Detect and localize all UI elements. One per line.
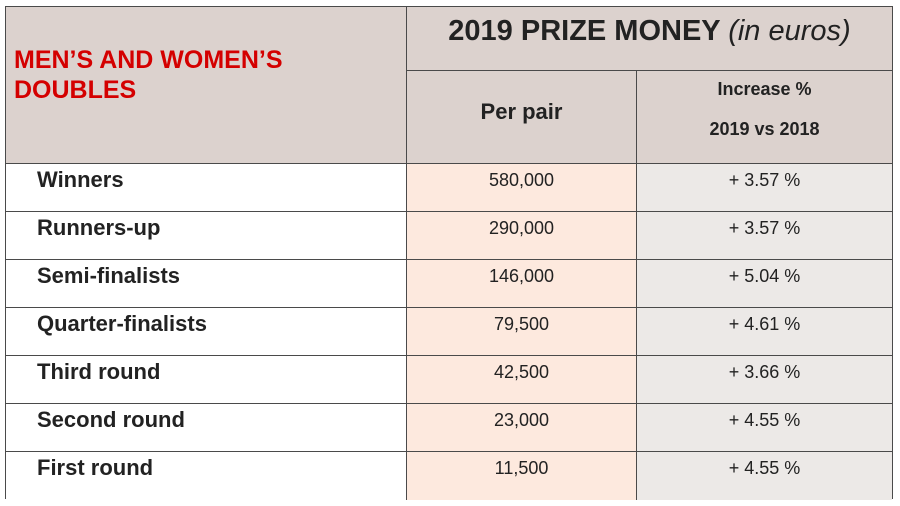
- table-row: [6, 164, 892, 212]
- table-row: [6, 308, 892, 356]
- round-label: Runners-up: [37, 215, 161, 240]
- per-pair-cell: [407, 308, 637, 355]
- column-header-increase-sublabel: 2019 vs 2018: [709, 119, 820, 139]
- category-title: MEN’S AND WOMEN’S DOUBLES: [14, 46, 283, 104]
- per-pair-value: 290,000: [488, 218, 555, 238]
- per-pair-cell: [407, 404, 637, 451]
- increase-value: + 4.55 %: [728, 410, 801, 430]
- table-row: [6, 356, 892, 404]
- round-label: Semi-finalists: [37, 263, 181, 288]
- increase-cell: [637, 260, 892, 307]
- increase-value: + 5.04 %: [728, 266, 801, 286]
- per-pair-cell: [407, 260, 637, 307]
- increase-cell: [637, 212, 892, 259]
- column-header-increase: [637, 71, 892, 164]
- increase-cell: [637, 356, 892, 403]
- table-row: [6, 404, 892, 452]
- per-pair-value: 23,000: [493, 410, 550, 430]
- per-pair-cell: [407, 164, 637, 211]
- per-pair-value: 146,000: [488, 266, 555, 286]
- per-pair-value: 79,500: [493, 314, 550, 334]
- round-cell: [6, 404, 407, 451]
- round-label: Second round: [37, 407, 185, 432]
- per-pair-value: 580,000: [488, 170, 555, 190]
- column-header-per-pair-label: Per pair: [480, 99, 563, 124]
- increase-value: + 3.57 %: [728, 170, 801, 190]
- per-pair-value: 11,500: [494, 458, 549, 478]
- round-cell: [6, 212, 407, 259]
- per-pair-cell: [407, 212, 637, 259]
- per-pair-cell: [407, 356, 637, 403]
- prize-money-table: [5, 6, 893, 499]
- table-title-unit: (in euros): [728, 15, 851, 47]
- column-header-increase-label: Increase %: [717, 79, 812, 99]
- increase-value: + 3.57 %: [728, 218, 801, 238]
- round-label: Winners: [37, 167, 124, 192]
- table-row: [6, 260, 892, 308]
- increase-cell: [637, 452, 892, 500]
- increase-cell: [637, 404, 892, 451]
- table-row: [6, 452, 892, 500]
- increase-value: + 4.55 %: [728, 458, 801, 478]
- increase-value: + 3.66 %: [728, 362, 801, 382]
- round-cell: [6, 356, 407, 403]
- table-title-cell: [407, 7, 892, 71]
- column-header-per-pair: [407, 71, 637, 164]
- round-label: Quarter-finalists: [37, 311, 207, 336]
- category-header-cell: [6, 7, 407, 164]
- round-cell: [6, 260, 407, 307]
- increase-value: + 4.61 %: [728, 314, 801, 334]
- round-label: Third round: [37, 359, 161, 384]
- round-label: First round: [37, 455, 154, 480]
- table-row: [6, 212, 892, 260]
- round-cell: [6, 164, 407, 211]
- round-cell: [6, 452, 407, 500]
- table-title: [407, 15, 892, 48]
- table-title-main: 2019 PRIZE MONEY: [448, 15, 721, 47]
- per-pair-value: 42,500: [493, 362, 550, 382]
- per-pair-cell: [407, 452, 637, 500]
- round-cell: [6, 308, 407, 355]
- increase-cell: [637, 308, 892, 355]
- increase-cell: [637, 164, 892, 211]
